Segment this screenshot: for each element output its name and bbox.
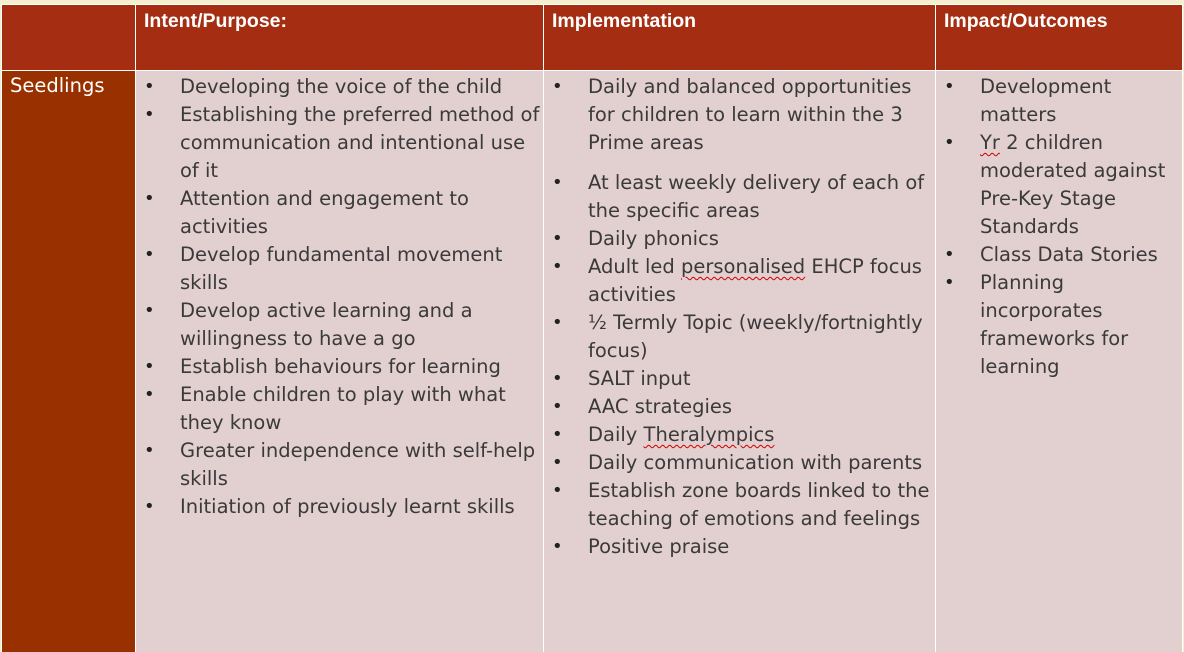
list-item: • Enable children to play with what they know [136,381,543,437]
list-item [936,129,1182,241]
text-segment: Daily [588,423,644,446]
header-corner-cell [2,5,136,71]
text-segment: 2 children moderated against Pre-Key Stage Standards [980,131,1166,238]
curriculum-table [1,4,1183,652]
intent-list [136,71,543,521]
list-item: • Daily phonics [544,225,935,253]
header-intent: Intent/Purpose: [136,5,544,71]
text-segment: EHCP focus activities [588,255,922,306]
list-item: • Develop active learning and a willingness to have a go [136,297,543,353]
list-item: • Greater independence with self-help skills [136,437,543,493]
list-item [544,421,935,449]
impact-list [936,71,1182,381]
list-item: • Development matters [936,73,1182,129]
list-item: • Daily and balanced opportunities for children to learn within the 3 Prime areas [544,73,935,157]
list-item: • Positive praise [544,533,935,561]
spellcheck-word: personalised [681,255,806,278]
implementation-cell [544,71,936,652]
spellcheck-word: Theralympics [643,423,775,446]
list-item [544,253,935,309]
impact-cell [936,71,1183,652]
list-item: • Planning incorporates frameworks for learning [936,269,1182,381]
implementation-list [544,71,935,561]
list-item: • Establishing the preferred method of communication and intentional use of it [136,101,543,185]
list-item: • Attention and engagement to activities [136,185,543,241]
list-item: • SALT input [544,365,935,393]
list-item: • ½ Termly Topic (weekly/fortnightly focus) [544,309,935,365]
list-item: • Initiation of previously learnt skills [136,493,543,521]
spellcheck-word: Yr [980,131,1000,154]
list-item: • Class Data Stories [936,241,1182,269]
list-item: • Develop fundamental movement skills [136,241,543,297]
list-item: • Establish behaviours for learning [136,353,543,381]
list-item: • AAC strategies [544,393,935,421]
seedlings-row [2,71,1183,652]
header-impact: Impact/Outcomes [936,5,1183,71]
header-implementation: Implementation [544,5,936,71]
row-label-seedlings: Seedlings [2,71,136,652]
intent-cell [136,71,544,652]
list-item: • At least weekly delivery of each of the specific areas [544,169,935,225]
list-item: • Daily communication with parents [544,449,935,477]
header-row [2,5,1183,71]
list-item: • Developing the voice of the child [136,73,543,101]
list-item: • Establish zone boards linked to the teaching of emotions and feelings [544,477,935,533]
text-segment: Adult led [588,255,681,278]
